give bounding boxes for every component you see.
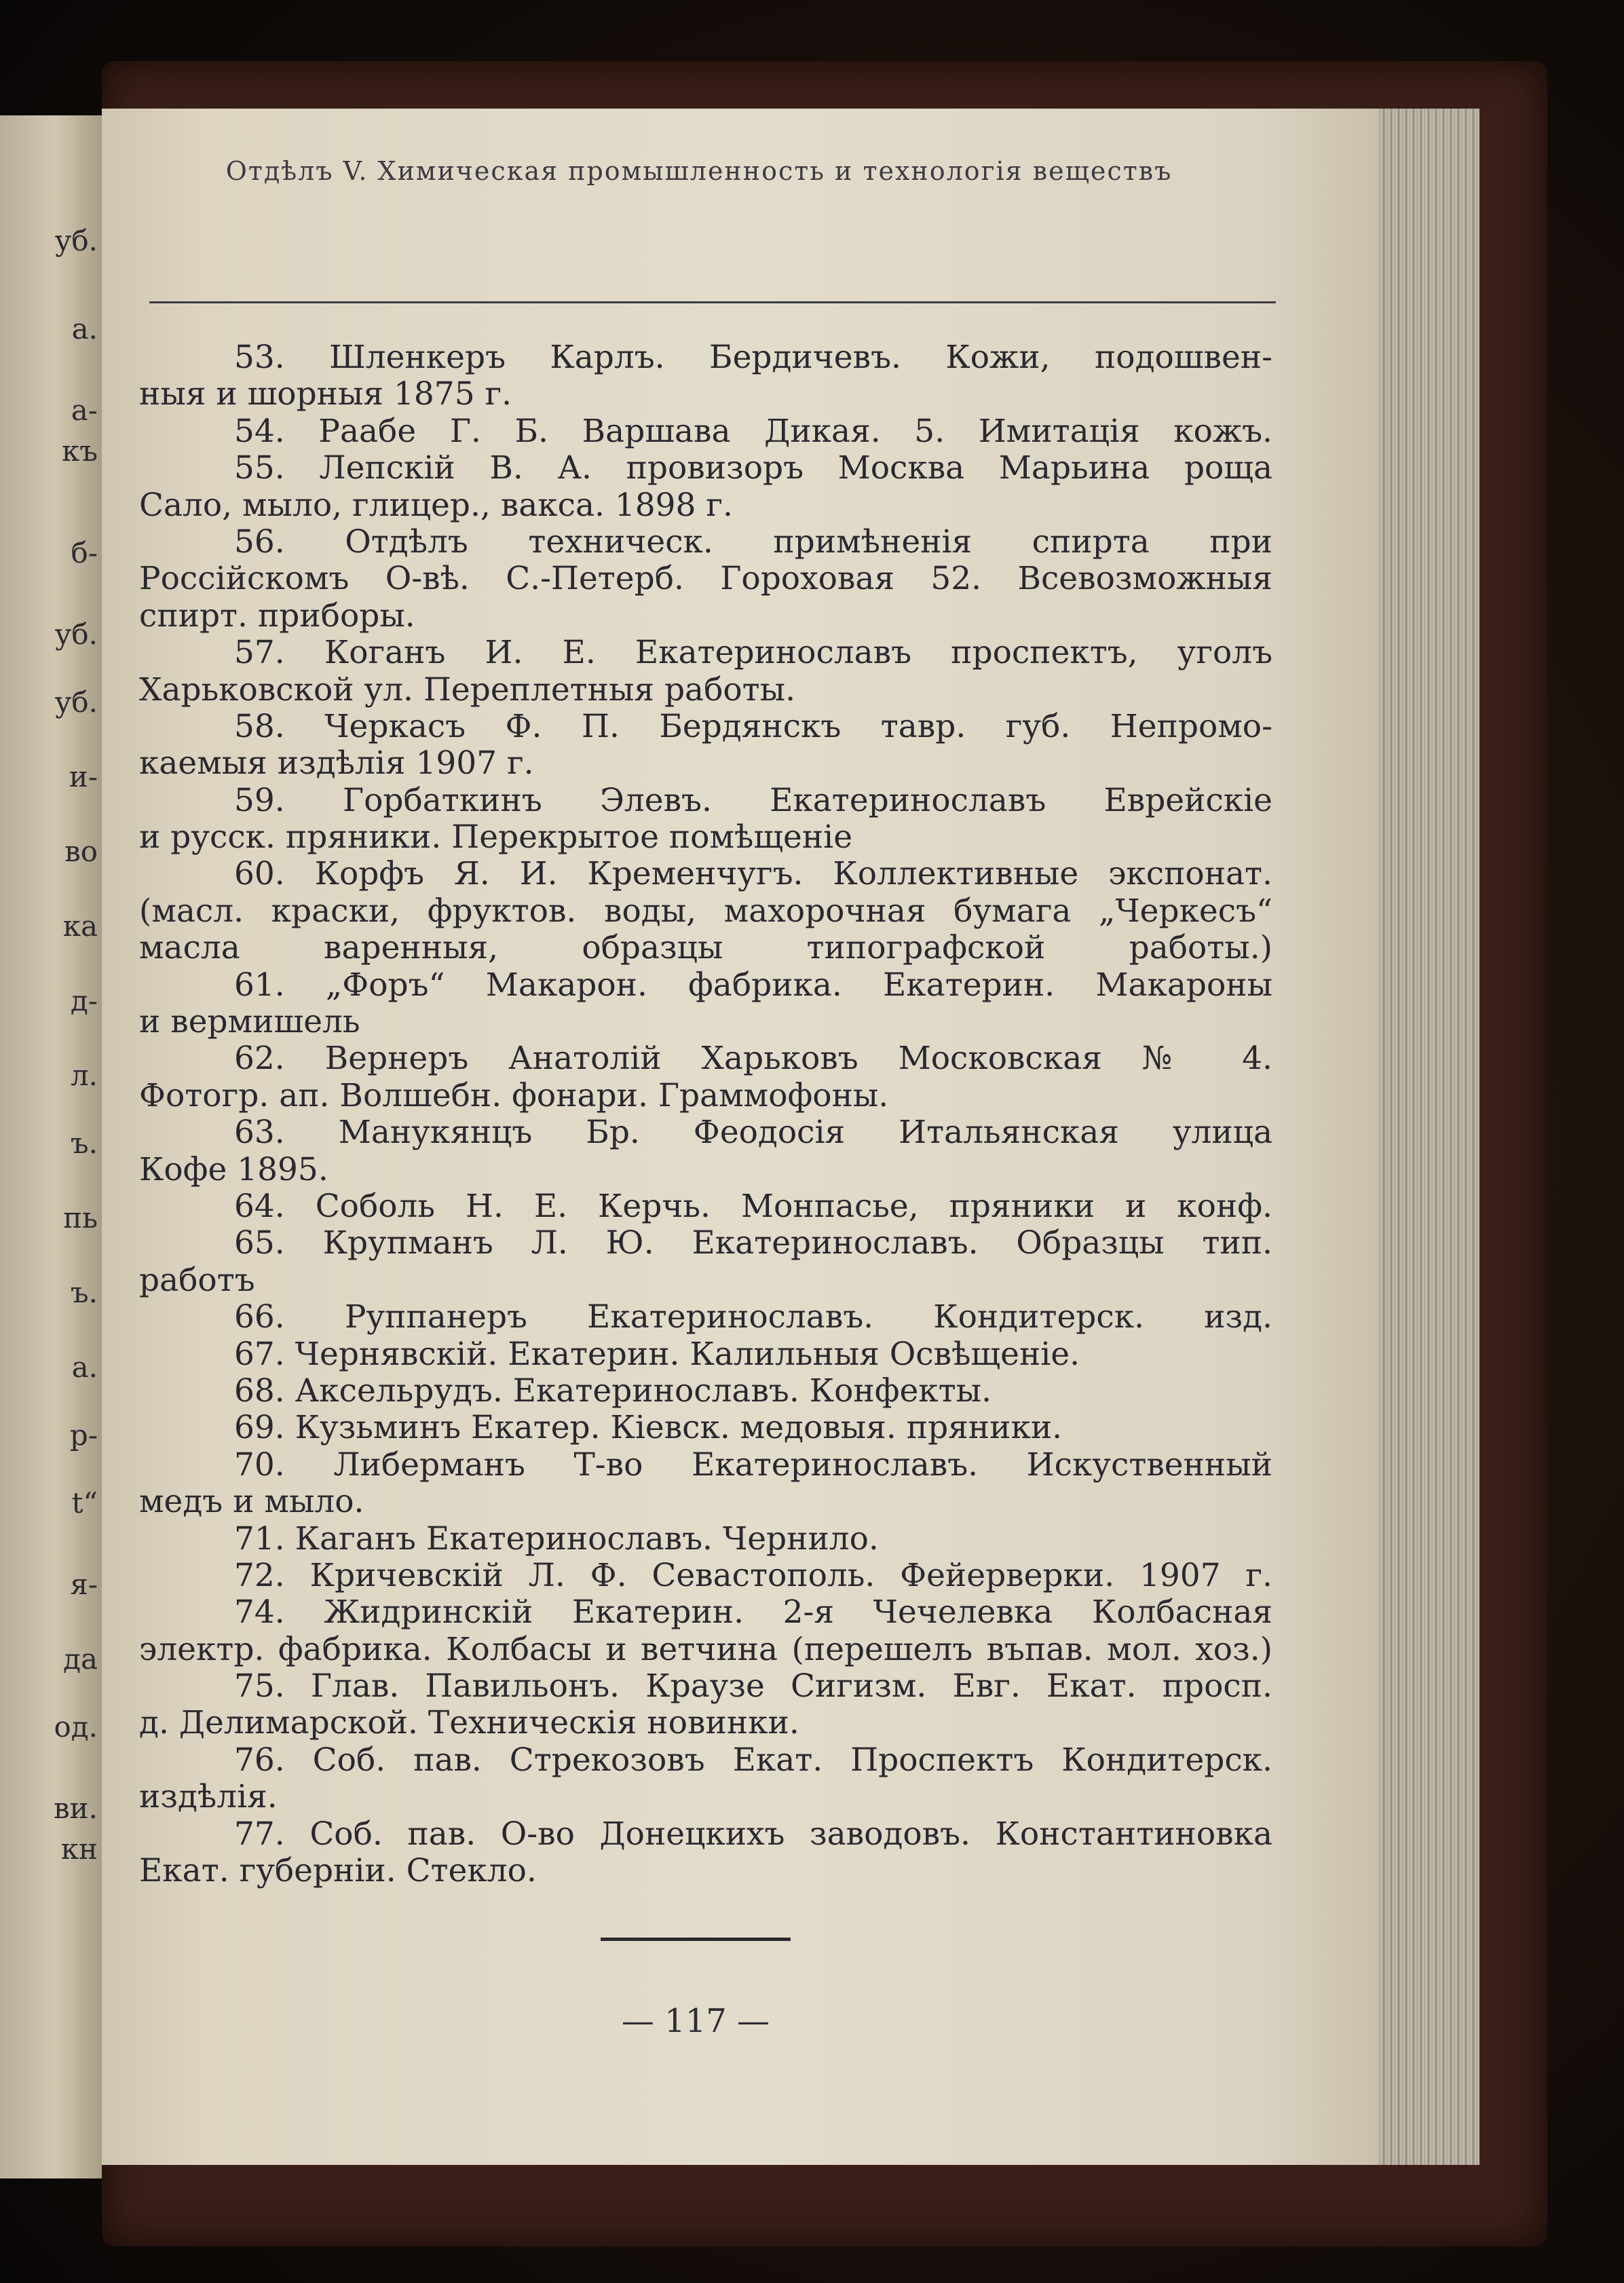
left-page-fragment: ви. bbox=[54, 1792, 98, 1825]
entry-line: и русск. пряники. Перекрытое помѣщеніе bbox=[139, 818, 853, 856]
entry-line: 53. Шленкеръ Карлъ. Бердичевъ. Кожи, подошвен- bbox=[234, 339, 1272, 376]
left-page-fragment: кн bbox=[60, 1832, 98, 1866]
left-page-fragment: ка bbox=[62, 909, 98, 943]
left-page-fragment: а. bbox=[71, 1351, 98, 1384]
entry-line: работъ bbox=[139, 1261, 255, 1299]
entry-line: Россійскомъ О-вѣ. С.-Петерб. Гороховая 52. Всевозможныя bbox=[139, 560, 1272, 598]
left-page-fragment: да bbox=[63, 1642, 98, 1676]
entry-line: 65. Крупманъ Л. Ю. Екатеринославъ. Образцы тип. bbox=[234, 1224, 1272, 1262]
header-rule bbox=[149, 301, 1276, 303]
entry-line: 59. Горбаткинъ Элевъ. Екатеринославъ Еврейскіе bbox=[234, 781, 1272, 819]
page-edges bbox=[1364, 109, 1479, 2165]
entry-line: электр. фабрика. Колбасы и ветчина (перешелъ въпав. мол. хоз.) bbox=[139, 1630, 1272, 1668]
entry-line: 58. Черкасъ Ф. П. Бердянскъ тавр. губ. Непромо- bbox=[234, 707, 1272, 745]
left-page-fragment: д- bbox=[70, 984, 98, 1017]
entry-line: 63. Манукянцъ Бр. Феодосія Итальянская улица bbox=[234, 1114, 1272, 1152]
closing-rule bbox=[601, 1938, 791, 1941]
entry-line: каемыя издѣлія 1907 г. bbox=[139, 744, 534, 782]
left-page-fragment: ъ. bbox=[70, 1127, 98, 1160]
entry-line: 75. Глав. Павильонъ. Краузе Сигизм. Евг. Екат. просп. bbox=[234, 1667, 1272, 1705]
entry-line: ныя и шорныя 1875 г. bbox=[139, 375, 512, 413]
entry-line: д. Делимарской. Техническія новинки. bbox=[139, 1704, 799, 1742]
entry-line: 72. Кричевскій Л. Ф. Севастополь. Фейерверки. 1907 г. bbox=[234, 1556, 1272, 1594]
left-page-fragment: а- bbox=[71, 394, 98, 427]
entry-line: Фотогр. ап. Волшебн. фонари. Граммофоны. bbox=[139, 1076, 889, 1114]
entry-line: 61. „Форъ“ Макарон. фабрика. Екатерин. Макароны bbox=[234, 966, 1272, 1004]
entry-line: 55. Лепскій В. А. провизоръ Москва Марьина роща bbox=[234, 449, 1272, 487]
left-page-fragment: л. bbox=[70, 1059, 98, 1092]
left-page-fragment: уб. bbox=[54, 685, 98, 719]
catalog-entries bbox=[139, 339, 1272, 1889]
entry-line: медъ и мыло. bbox=[139, 1483, 364, 1521]
entry-line: 64. Соболь Н. Е. Керчь. Монпасье, пряники и конф. bbox=[234, 1187, 1272, 1225]
left-page-fragment: уб. bbox=[54, 618, 98, 651]
left-page-fragment: пь bbox=[63, 1201, 98, 1234]
left-page-fragment: и- bbox=[69, 760, 98, 793]
entry-line: 77. Соб. пав. О-во Донецкихъ заводовъ. Константиновка bbox=[234, 1815, 1272, 1853]
page-number: — 117 — bbox=[621, 2002, 770, 2040]
entry-line: 69. Кузьминъ Екатер. Кіевск. медовыя. пряники. bbox=[234, 1409, 1063, 1447]
entry-line: издѣлія. bbox=[139, 1778, 278, 1816]
entry-line: Сало, мыло, глицер., вакса. 1898 г. bbox=[139, 486, 733, 524]
left-page-fragment: уб. bbox=[54, 224, 98, 257]
left-page-fragment: t“ bbox=[71, 1486, 98, 1520]
entry-line: Харьковской ул. Переплетныя работы. bbox=[139, 671, 796, 709]
entry-line: Екат. губерніи. Стекло. bbox=[139, 1852, 537, 1890]
entry-line: 56. Отдѣлъ техническ. примѣненія спирта при bbox=[234, 523, 1272, 561]
entry-line: 70. Либерманъ Т-во Екатеринославъ. Искуственный bbox=[234, 1446, 1272, 1484]
entry-line: 71. Каганъ Екатеринославъ. Чернило. bbox=[234, 1520, 879, 1558]
entry-line: (масл. краски, фруктов. воды, махорочная бумага „Черкесъ“ bbox=[139, 892, 1272, 930]
left-page-fragment: б- bbox=[71, 536, 98, 569]
left-page-fragment: а. bbox=[71, 312, 98, 345]
entry-line: 74. Жидринскій Екатерин. 2-я Чечелевка Колбасная bbox=[234, 1593, 1272, 1631]
entry-line: 76. Соб. пав. Стрекозовъ Екат. Проспектъ Кондитерск. bbox=[234, 1741, 1272, 1779]
entry-line: 57. Коганъ И. Е. Екатеринославъ проспектъ, уголъ bbox=[234, 634, 1272, 672]
entry-line: 60. Корфъ Я. И. Кременчугъ. Коллективные экспонат. bbox=[234, 855, 1272, 893]
entry-line: 66. Руппанеръ Екатеринославъ. Кондитерск. изд. bbox=[234, 1298, 1272, 1336]
left-page-fragment: во bbox=[64, 835, 98, 868]
entry-line: 68. Аксельрудъ. Екатеринославъ. Конфекты. bbox=[234, 1372, 992, 1410]
entry-line: 67. Чернявскій. Екатерин. Калильныя Освѣщеніе. bbox=[234, 1335, 1080, 1373]
left-page-fragment: од. bbox=[54, 1710, 98, 1743]
left-page-fragment: я- bbox=[70, 1568, 98, 1601]
entry-line: 62. Вернеръ Анатолій Харьковъ Московская № 4. bbox=[234, 1040, 1272, 1078]
entry-line: и вермишель bbox=[139, 1003, 360, 1041]
entry-line: спирт. приборы. bbox=[139, 597, 415, 635]
entry-line: масла варенныя, образцы типографской работы.) bbox=[139, 929, 1272, 967]
left-page-fragment: р- bbox=[69, 1418, 98, 1452]
running-header: Отдѣлъ V. Химическая промышленность и технологія веществъ bbox=[225, 156, 1173, 186]
entry-line: Кофе 1895. bbox=[139, 1150, 328, 1188]
left-page-edge bbox=[0, 115, 102, 2178]
left-page-fragment: ъ. bbox=[70, 1276, 98, 1309]
entry-line: 54. Раабе Г. Б. Варшава Дикая. 5. Имитація кожъ. bbox=[234, 412, 1272, 450]
left-page-fragment: къ bbox=[62, 434, 98, 468]
